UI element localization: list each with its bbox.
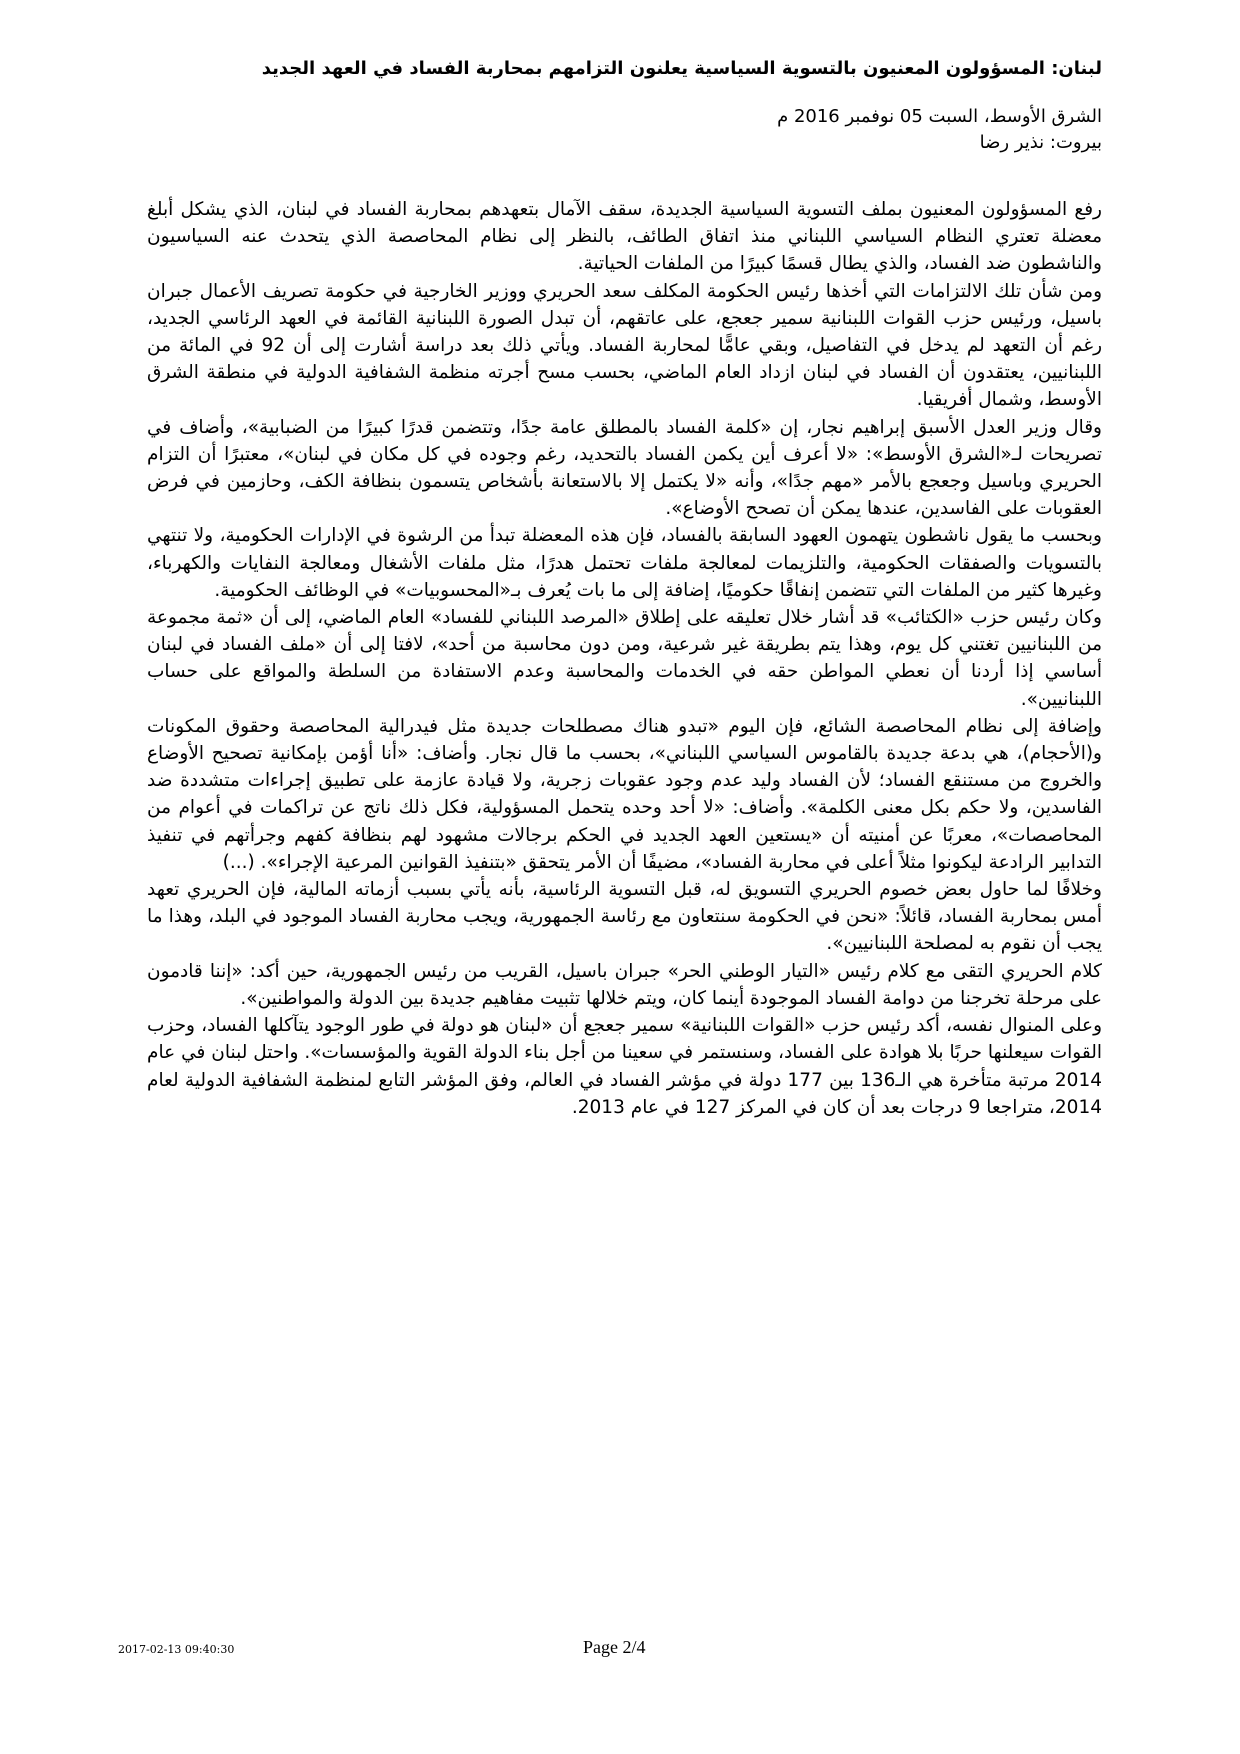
- article-paragraph: كلام الحريري التقى مع كلام رئيس «التيار الوطني الحر» جبران باسيل، القريب من رئيس الجمهورية، حين أكد: «إننا قادمون على مرحلة تخرجنا من دوامة الفساد الموجودة أينما كان، ويتم خلالها تثبيت مفاهيم جديدة بين الدولة والمواطنين».: [147, 960, 1102, 1009]
- article-body: [147, 196, 1102, 1121]
- footer-page-number: Page 2/4: [583, 1637, 646, 1657]
- article-source: الشرق الأوسط، السبت 05 نوفمبر 2016 م: [777, 106, 1102, 127]
- article-paragraph: وإضافة إلى نظام المحاصصة الشائع، فإن اليوم «تبدو هناك مصطلحات جديدة مثل فيدرالية المحاصصة وحقوق المكونات و(الأحجام)، هي بدعة جديدة بالقاموس السياسي اللبناني»، بحسب ما قال نجار. وأضاف: «أنا أؤمن بإمكانية تصحيح الأوضاع والخروج من مستنقع الفساد؛ لأن الفساد وليد عدم وجود عقوبات زجرية، ولا قيادة عازمة على تطبيق إجراءات متشددة ضد الفاسدين، ولا حكم بكل معنى الكلمة». وأضاف: «لا أحد وحده يتحمل المسؤولية، فكل ذلك ناتج عن تراكمات في أعوام من المحاصصات»، معربًا عن أمنيته أن «يستعين العهد الجديد في الحكم برجالات مشهود لهم بنظافة كفهم وجرأتهم في تنفيذ التدابير الرادعة ليكونوا مثلاً أعلى في محاربة الفساد»، مضيفًا أن الأمر يتحقق «بتنفيذ القوانين المرعية الإجراء». (...): [147, 715, 1102, 873]
- header-spacer: [147, 156, 1102, 196]
- article-paragraph: وبحسب ما يقول ناشطون يتهمون العهود السابقة بالفساد، فإن هذه المعضلة تبدأ من الرشوة في الإدارات الحكومية، ولا تنتهي بالتسويات والصفقات الحكومية، والتلزيمات لمعالجة ملفات تحتمل هدرًا، مثل ملفات الأشغال ومعالجة النفايات والكهرباء، وغيرها كثير من الملفات التي تتضمن إنفاقًا حكوميًا، إضافة إلى ما بات يُعرف بـ«المحسوبيات» في الوظائف الحكومية.: [147, 525, 1102, 601]
- article-paragraph: وخلافًا لما حاول بعض خصوم الحريري التسويق له، قبل التسوية الرئاسية، بأنه يأتي بسبب أزماته المالية، فإن الحريري تعهد أمس بمحاربة الفساد، قائلاً: «نحن في الحكومة سنتعاون مع رئاسة الجمهورية، ويجب محاربة الفساد الموجود في البلد، وهذا ما يجب أن نقوم به لمصلحة اللبنانيين».: [147, 879, 1102, 955]
- article-paragraph: رفع المسؤولون المعنيون بملف التسوية السياسية الجديدة، سقف الآمال بتعهدهم بمحاربة الفساد في لبنان، الذي يشكل أبلغ معضلة تعتري النظام السياسي اللبناني منذ اتفاق الطائف، بالنظر إلى نظام المحاصصة الذي يتحدث عنه السياسيون والناشطون ضد الفساد، والذي يطال قسمًا كبيرًا من الملفات الحياتية.: [147, 199, 1102, 275]
- article-content: [147, 56, 1102, 1121]
- article-paragraph: وقال وزير العدل الأسبق إبراهيم نجار، إن «كلمة الفساد بالمطلق عامة جدًا، وتتضمن قدرًا كبيرًا من الضبابية»، وأضاف في تصريحات لـ«الشرق الأوسط»: «لا أعرف أين يكمن الفساد بالتحديد، رغم وجوده في كل مكان في لبنان»، معتبرًا أن التزام الحريري وباسيل وجعجع بالأمر «مهم جدًا»، وأنه «لا يكتمل إلا بالاستعانة بأشخاص يتسمون بنظافة الكف، وحازمين في فرض العقوبات على الفاسدين، عندها يمكن أن تصحح الأوضاع».: [147, 416, 1102, 520]
- article-paragraph: ومن شأن تلك الالتزامات التي أخذها رئيس الحكومة المكلف سعد الحريري ووزير الخارجية في حكومة تصريف الأعمال جبران باسيل، ورئيس حزب القوات اللبنانية سمير جعجع، على عاتقهم، أن تبدل الصورة اللبنانية القائمة في العهد الرئاسي الجديد، رغم أن التعهد لم يدخل في التفاصيل، وبقي عامًّا لمحاربة الفساد. ويأتي ذلك بعد دراسة أشارت إلى أن 92 في المائة من اللبنانيين، يعتقدون أن الفساد في لبنان ازداد العام الماضي، بحسب مسح أجرته منظمة الشفافية الدولية في منطقة الشرق الأوسط، وشمال أفريقيا.: [147, 280, 1103, 411]
- article-byline: بيروت: نذير رضا: [979, 132, 1102, 153]
- article-title: لبنان: المسؤولون المعنيون بالتسوية السياسية يعلنون التزامهم بمحاربة الفساد في العهد الجديد: [261, 58, 1102, 79]
- footer-timestamp: 2017-02-13 09:40:30: [118, 1643, 235, 1656]
- article-paragraph: وكان رئيس حزب «الكتائب» قد أشار خلال تعليقه على إطلاق «المرصد اللبناني للفساد» العام الماضي، إلى أن «ثمة مجموعة من اللبنانيين تغتني كل يوم، وهذا يتم بطريقة غير شرعية، ومن دون محاسبة من أحد»، لافتا إلى أن «ملف الفساد في لبنان أساسي إذا أردنا أن نعطي المواطن حقه في الخدمات والمحاسبة وعدم الاستفادة من السلطة والمواقع على حساب اللبنانيين».: [147, 607, 1102, 710]
- article-paragraph: وعلى المنوال نفسه، أكد رئيس حزب «القوات اللبنانية» سمير جعجع أن «لبنان هو دولة في طور الوجود يتآكلها الفساد، وحزب القوات سيعلنها حربًا بلا هوادة على الفساد، وسنستمر في سعينا من أجل بناء الدولة القوية والمؤسسات». واحتل لبنان في عام 2014 مرتبة متأخرة هي الـ136 بين 177 دولة في مؤشر الفساد في العالم، وفق المؤشر التابع لمنظمة الشفافية الدولية لعام 2014، متراجعا 9 درجات بعد أن كان في المركز 127 في عام 2013.: [147, 1015, 1102, 1118]
